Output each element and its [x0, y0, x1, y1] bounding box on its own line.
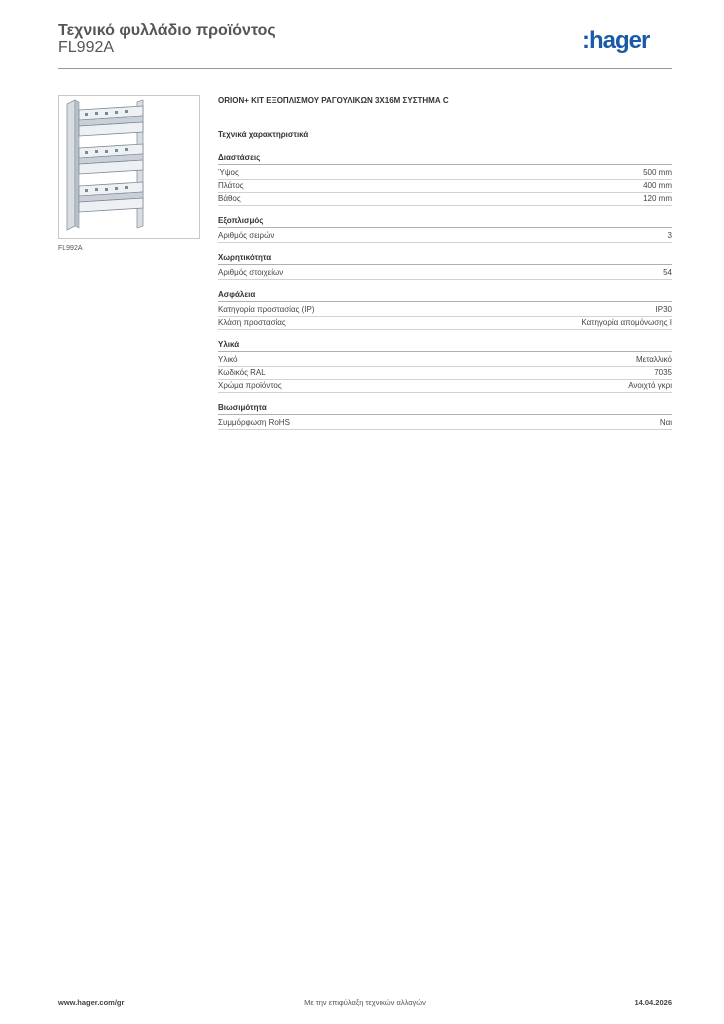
- spec-label: Συμμόρφωση RoHS: [218, 418, 290, 427]
- spec-label: Πλάτος: [218, 181, 244, 190]
- spec-value: Κατηγορία απομόνωσης I: [575, 317, 672, 329]
- spec-value: 500 mm: [637, 167, 672, 179]
- spec-label: Ύψος: [218, 168, 239, 177]
- spec-group: [218, 403, 672, 430]
- product-name: ORION+ ΚΙΤ ΕΞΟΠΛΙΣΜΟΥ ΡΑΓΟΥΛΙΚΩΝ 3Χ16Μ ΣΥΣΤΗΜΑ C: [218, 96, 449, 105]
- spec-content: [218, 96, 672, 440]
- spec-row: [218, 380, 672, 393]
- spec-group: [218, 340, 672, 393]
- rail-row-2: [79, 144, 143, 174]
- spec-group-title: Χωρητικότητα: [218, 253, 672, 265]
- spec-row: [218, 167, 672, 180]
- spec-group: [218, 216, 672, 243]
- image-caption: FL992A: [58, 245, 83, 252]
- spec-group-title: Υλικά: [218, 340, 672, 352]
- spec-group-title: Ασφάλεια: [218, 290, 672, 302]
- document-title: Τεχνικό φυλλάδιο προϊόντος: [58, 22, 276, 39]
- spec-group: [218, 253, 672, 280]
- spec-label: Υλικό: [218, 355, 238, 364]
- spec-label: Κλάση προστασίας: [218, 318, 286, 327]
- specs-heading: Τεχνικά χαρακτηριστικά: [218, 130, 309, 139]
- page-header: [58, 20, 672, 68]
- header-divider: [58, 68, 672, 69]
- spec-label: Αριθμός στοιχείων: [218, 268, 284, 277]
- spec-value: 3: [662, 230, 672, 242]
- hager-logo: [582, 28, 672, 54]
- spec-row: [218, 267, 672, 280]
- spec-label: Κατηγορία προστασίας (IP): [218, 305, 315, 314]
- spec-value: Μεταλλικό: [630, 354, 672, 366]
- spec-group-title: Διαστάσεις: [218, 153, 672, 165]
- product-code: FL992A: [58, 39, 115, 56]
- spec-label: Χρώμα προϊόντος: [218, 381, 282, 390]
- spec-group: [218, 153, 672, 206]
- spec-row: [218, 317, 672, 330]
- logo-text: :hager: [582, 28, 650, 54]
- rail-row-1: [79, 106, 143, 136]
- spec-row: [218, 230, 672, 243]
- spec-value: 54: [657, 267, 672, 279]
- footer-date: 14.04.2026: [634, 998, 672, 1007]
- spec-row: [218, 354, 672, 367]
- spec-value: IP30: [650, 304, 672, 316]
- spec-row: [218, 304, 672, 317]
- spec-row: [218, 180, 672, 193]
- spec-label: Βάθος: [218, 194, 241, 203]
- rail-row-3: [79, 182, 143, 212]
- spec-groups: [218, 153, 672, 430]
- spec-label: Αριθμός σειρών: [218, 231, 275, 240]
- rail-kit-illustration: [59, 96, 199, 238]
- spec-group: [218, 290, 672, 330]
- spec-group-title: Βιωσιμότητα: [218, 403, 672, 415]
- spec-row: [218, 193, 672, 206]
- spec-group-title: Εξοπλισμός: [218, 216, 672, 228]
- spec-row: [218, 367, 672, 380]
- spec-label: Κωδικός RAL: [218, 368, 266, 377]
- spec-value: Ναι: [654, 417, 672, 429]
- product-image: [58, 95, 200, 239]
- spec-value: Ανοιχτό γκρι: [622, 380, 672, 392]
- footer-note: Με την επιφύλαξη τεχνικών αλλαγών: [304, 998, 426, 1007]
- spec-value: 120 mm: [637, 193, 672, 205]
- footer-url[interactable]: www.hager.com/gr: [58, 998, 125, 1007]
- page-footer: [58, 998, 672, 1010]
- spec-row: [218, 417, 672, 430]
- spec-value: 400 mm: [637, 180, 672, 192]
- spec-value: 7035: [648, 367, 672, 379]
